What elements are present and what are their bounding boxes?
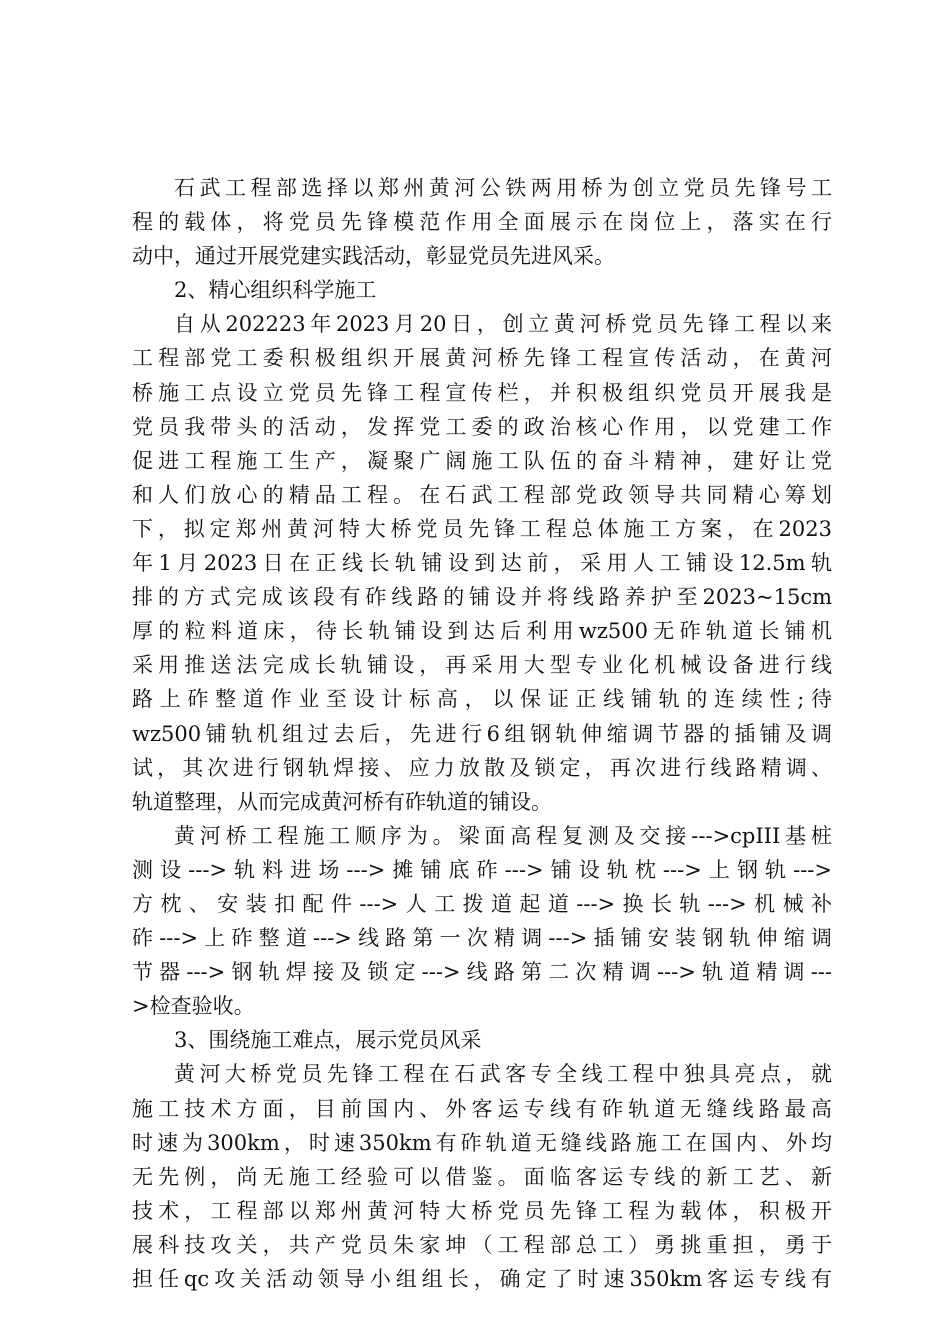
text-line: 2、精心组织科学施工 [174, 278, 377, 303]
text-line: 3、围绕施工难点，展示党员风采 [174, 1028, 482, 1053]
text-line: 技术，工程部以郑州黄河特大桥党员先锋工程为载体，积极开 [132, 1198, 832, 1223]
text-line: 动中，通过开展党建实践活动，彰显党员先进风采。 [132, 244, 615, 269]
text-line: 下，拟定郑州黄河特大桥党员先锋工程总体施工方案，在2023 [132, 516, 832, 541]
text-line: 桥施工点设立党员先锋工程宣传栏，并积极组织党员开展我是 [132, 380, 832, 405]
text-line: 施工技术方面，目前国内、外客运专线有砟轨道无缝线路最高 [132, 1096, 832, 1121]
document-body [132, 171, 832, 1296]
text-line: 路上砟整道作业至设计标高，以保证正线铺轨的连续性;待 [132, 687, 832, 712]
text-line: 程的载体，将党员先锋模范作用全面展示在岗位上，落实在行 [132, 210, 832, 235]
text-line: 测设--->轨料进场--->摊铺底砟--->铺设轨枕--->上钢轨---> [132, 857, 832, 882]
text-line: 方枕、安装扣配件--->人工拨道起道--->换长轨--->机械补 [132, 891, 832, 916]
text-line: 节器--->钢轨焊接及锁定--->线路第二次精调--->轨道精调--- [132, 960, 832, 985]
text-line: 试，其次进行钢轨焊接、应力放散及锁定，再次进行线路精调、 [132, 755, 832, 780]
text-line: 轨道整理，从而完成黄河桥有砟轨道的铺设。 [132, 789, 552, 814]
text-line: 石武工程部选择以郑州黄河公铁两用桥为创立党员先锋号工 [174, 176, 832, 200]
text-line: >检查验收。 [132, 994, 255, 1019]
text-line: 采用推送法完成长轨铺设，再采用大型专业化机械设备进行线 [132, 653, 832, 678]
text-line: 和人们放心的精品工程。在石武工程部党政领导共同精心筹划 [132, 482, 832, 507]
text-line: 担任qc攻关活动领导小组组长，确定了时速350km客运专线有 [132, 1267, 832, 1291]
text-line: 促进工程施工生产，凝聚广阔施工队伍的奋斗精神，建好让党 [132, 448, 832, 473]
text-line: 厚的粒料道床，待长轨铺设到达后利用wz500无砟轨道长铺机 [132, 619, 832, 644]
text-line: 时速为300km，时速350km有砟轨道无缝线路施工在国内、外均 [132, 1130, 832, 1155]
text-line: 无先例，尚无施工经验可以借鉴。面临客运专线的新工艺、新 [132, 1164, 832, 1189]
text-line: 年1月2023日在正线长轨铺设到达前，采用人工铺设12.5m轨 [132, 551, 832, 576]
text-line: 砟--->上砟整道--->线路第一次精调--->插铺安装钢轨伸缩调 [132, 926, 832, 951]
text-line: 工程部党工委积极组织开展黄河桥先锋工程宣传活动，在黄河 [132, 346, 832, 371]
text-line: 自从202223年2023月20日，创立黄河桥党员先锋工程以来 [174, 312, 832, 337]
text-line: 党员我带头的活动，发挥党工委的政治核心作用，以党建工作 [132, 414, 832, 439]
text-line: 展科技攻关，共产党员朱家坤（工程部总工）勇挑重担，勇于 [132, 1232, 832, 1257]
text-line: 黄河大桥党员先锋工程在石武客专全线工程中独具亮点，就 [174, 1062, 832, 1087]
text-line: wz500铺轨机组过去后，先进行6组钢轨伸缩调节器的插铺及调 [132, 721, 832, 746]
text-line: 排的方式完成该段有砟线路的铺设并将线路养护至2023~15cm [132, 585, 832, 610]
text-line: 黄河桥工程施工顺序为。梁面高程复测及交接--->cpIII基桩 [174, 823, 832, 848]
